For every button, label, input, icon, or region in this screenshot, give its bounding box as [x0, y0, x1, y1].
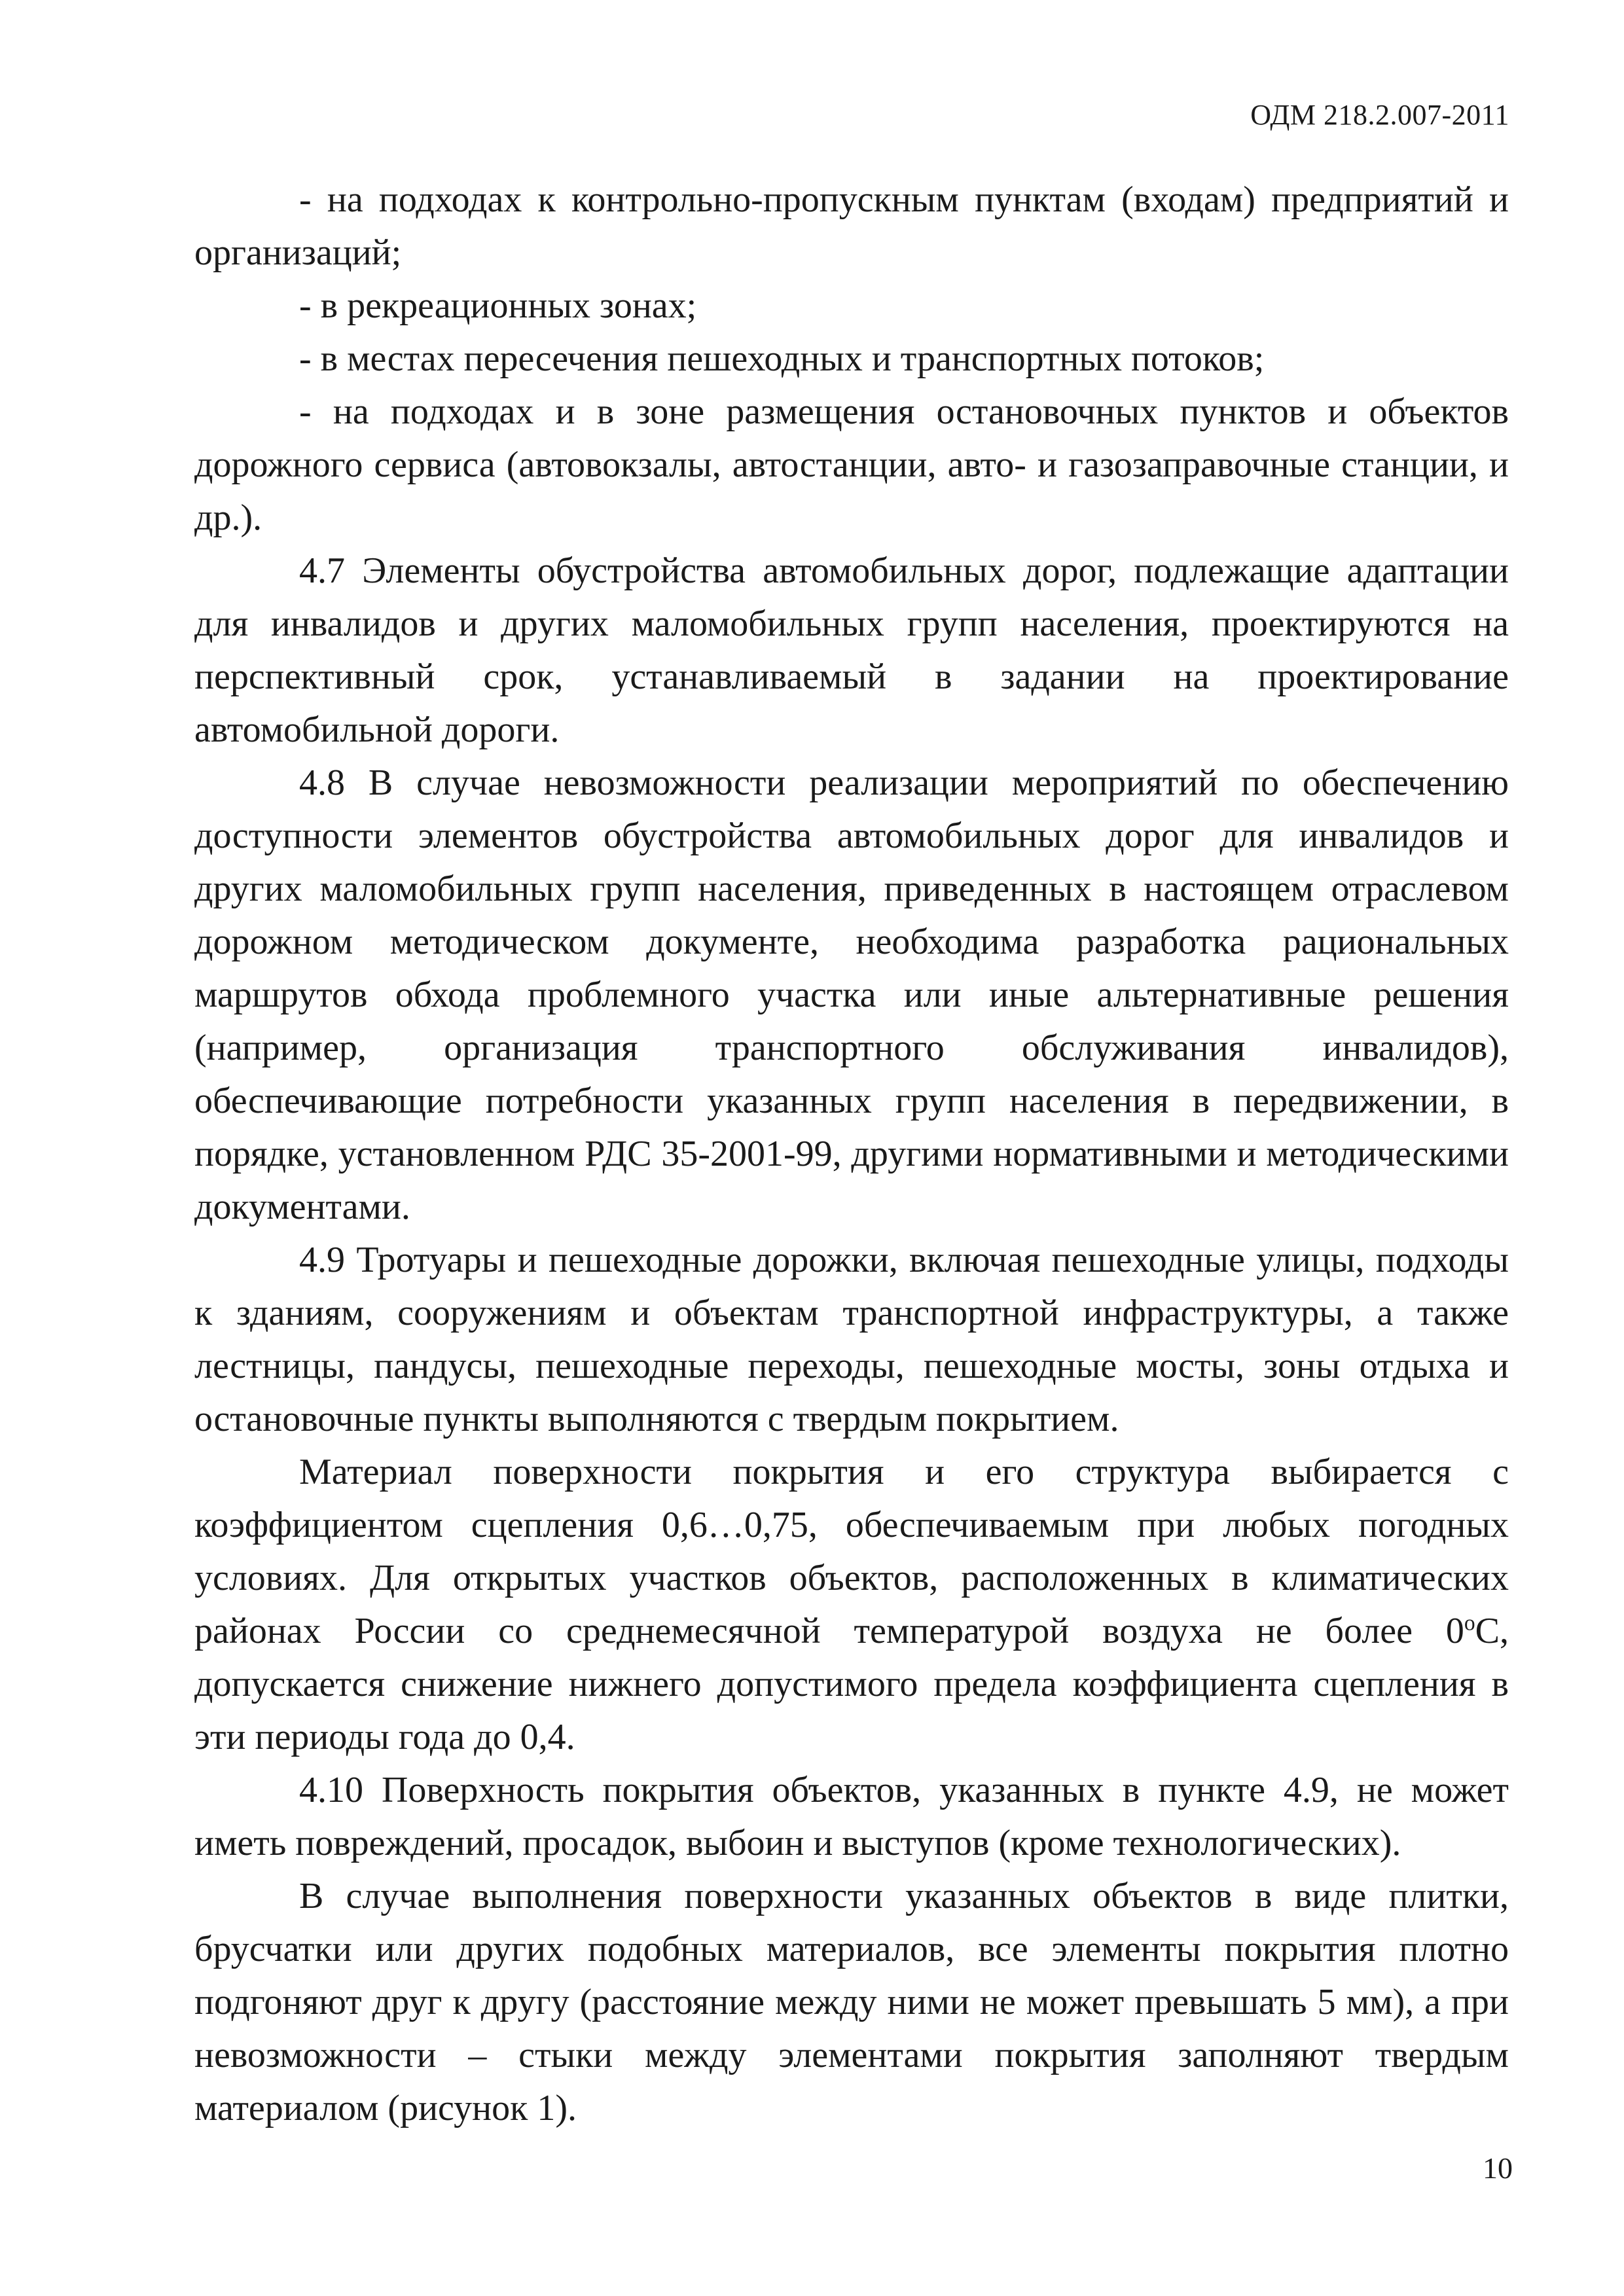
- material-text-start: Материал поверхности покрытия и его структура выбирается с коэффициентом сцепления 0,6…0,75, обеспечиваемым при любых погодных условиях. Для открытых участков объектов, расположенных в климатических районах России со среднемесячной температурой воздуха не более 0: [194, 1452, 1509, 1651]
- paragraph-tiles: В случае выполнения поверхности указанных объектов в виде плитки, брусчатки или других подобных материалов, все элементы покрытия плотно подгоняют друг к другу (расстояние между ними не может превышать 5 мм), а при невозможности – стыки между элементами покрытия заполняют твердым материалом (рисунок 1).: [194, 1876, 1509, 2128]
- list-item-checkpoints: - на подходах к контрольно-пропускным пунктам (входам) предприятий и организаций;: [194, 179, 1509, 273]
- list-item-crossings: - в местах пересечения пешеходных и транспортных потоков;: [299, 338, 1265, 379]
- document-body: [194, 173, 1509, 2135]
- list-item-stops: - на подходах и в зоне размещения остановочных пунктов и объектов дорожного сервиса (автовокзалы, автостанции, авто- и газозаправочные станции, и др.).: [194, 391, 1509, 538]
- page-number: 10: [1483, 2151, 1513, 2185]
- paragraph-4-8: 4.8 В случае невозможности реализации мероприятий по обеспечению доступности элементов обустройства автомобильных дорог для инвалидов и других маломобильных групп населения, приведенных в настоящем отраслевом дорожном методическом документе, необходима разработка рациональных маршрутов обхода проблемного участка или иные альтернативные решения (например, организация транспортного обслуживания инвалидов), обеспечивающие потребности указанных групп населения в передвижении, в порядке, установленном РДС 35-2001-99, другими нормативными и методическими документами.: [194, 762, 1509, 1227]
- paragraph-material: [194, 1446, 1509, 1764]
- degree-superscript: о: [1464, 1611, 1475, 1636]
- material-text-end: С, допускается снижение нижнего допустимого предела коэффициента сцепления в эти периоды года до 0,4.: [194, 1611, 1509, 1757]
- document-code-header: ОДМ 218.2.007-2011: [1250, 99, 1509, 131]
- list-item-recreation: - в рекреационных зонах;: [299, 285, 697, 326]
- paragraph-4-10: 4.10 Поверхность покрытия объектов, указанных в пункте 4.9, не может иметь повреждений, просадок, выбоин и выступов (кроме технологических).: [194, 1770, 1509, 1863]
- paragraph-4-7: 4.7 Элементы обустройства автомобильных дорог, подлежащие адаптации для инвалидов и других маломобильных групп населения, проектируются на перспективный срок, устанавливаемый в задании на проектирование автомобильной дороги.: [194, 550, 1509, 750]
- paragraph-4-9: 4.9 Тротуары и пешеходные дорожки, включая пешеходные улицы, подходы к зданиям, сооружениям и объектам транспортной инфраструктуры, а также лестницы, пандусы, пешеходные переходы, пешеходные мосты, зоны отдыха и остановочные пункты выполняются с твердым покрытием.: [194, 1240, 1509, 1439]
